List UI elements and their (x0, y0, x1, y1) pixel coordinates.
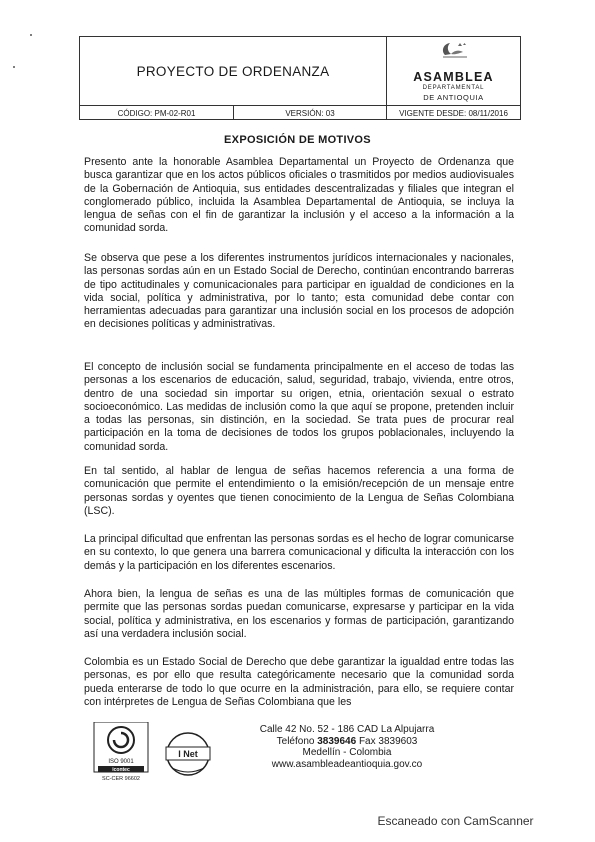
section-heading: EXPOSICIÓN DE MOTIVOS (224, 134, 371, 146)
certification-logos (90, 722, 230, 784)
valid-from-date: VIGENTE DESDE: 08/11/2016 (399, 108, 508, 118)
document-version: VERSIÓN: 03 (234, 106, 387, 120)
document-header (79, 36, 521, 120)
assembly-logo (387, 37, 520, 105)
iqnet-certification-icon (160, 730, 216, 778)
city-line: Medellín - Colombia (302, 747, 392, 758)
icontec-iso-label: ISO 9001 (108, 759, 134, 765)
body-paragraph: Colombia es un Estado Social de Derecho que debe garantizar la igualdad entre todas las personas, es por ello que resulta categóricamente necesario que la comunidad sorda pueda enterarse de todo lo que ocurre en la administración, para ello, se requiere contar con intérpretes de Lengua de Señas Colombiana que les (84, 656, 514, 708)
body-paragraph: El concepto de inclusión social se fundamenta principalmente en el acceso de todas las personas a los escenarios de educación, salud, seguridad, trabajo, vivienda, entre otros, dentro de una sociedad sin importar su origen, etnia, orientación sexual o estrato socioeconómico. Las medidas de inclusión como la que aquí se propone, pretenden incluir a todas las personas, sin distinción, en la sociedad. Se trata pues de procurar real participación en la toma de decisiones de todos los grupos poblacionales, incluyendo la comunidad sorda. (84, 361, 514, 453)
body-paragraph: Se observa que pese a los diferentes instrumentos jurídicos internacionales y nacionales, las personas sordas aún en un Estado Social de Derecho, continúan encontrando barreras de tipo actitudinales y comunicacionales para participar en igualdad de condiciones en la vida social, política y administrativa, por lo tanto; esta comunidad debe contar con herramientas adecuadas para garantizar una inclusión social en los procesos de adopción en decisiones políticas y administrativas. (84, 252, 514, 331)
body-paragraph: En tal sentido, al hablar de lengua de señas hacemos referencia a una forma de comunicación que permite el entendimiento o la emisión/recepción de un mensaje entre personas sordas y oyentes que tienen conocimiento de la Lengua de Señas Colombiana (LSC). (84, 465, 514, 517)
icontec-certification-icon (90, 722, 152, 784)
scanner-note: Escaneado con CamScanner (377, 814, 534, 828)
fax-number: Fax 3839603 (358, 735, 418, 747)
logo-subtitle-2: DE ANTIOQUIA (423, 93, 484, 102)
iqnet-label: I Net (178, 749, 198, 759)
body-paragraph: Presento ante la honorable Asamblea Departamental un Proyecto de Ordenanza que busca garantizar que en los actos públicos oficiales o trasmitidos por medios audiovisuales de la Gobernación de Antioquia, sus entidades descentralizadas y filiales que integran el conglomerado público, incluida la Asamblea Departamental de Antioquia, se incluya la lengua de señas con el fin de garantizar la inclusión y el acceso a la información a la comunidad sorda. (84, 156, 514, 235)
document-title: PROYECTO DE ORDENANZA (136, 63, 330, 79)
logo-name: ASAMBLEA (413, 70, 494, 84)
header-title-cell (80, 37, 387, 105)
icontec-certificate-number: SC-CER 96602 (102, 776, 140, 782)
body-paragraph: La principal dificultad que enfrentan las personas sordas es el hecho de lograr comunicarse en su contexto, lo que genera una barrera comunicacional y dificulta la interacción con los demás y la participación en los diferentes escenarios. (84, 533, 514, 572)
icontec-brand-label: icontec (112, 767, 130, 773)
phone-number: 3839646 (317, 735, 357, 747)
scan-speck (13, 66, 15, 68)
document-code: CÓDIGO: PM-02-R01 (80, 106, 234, 120)
phone-fax-line (232, 736, 462, 748)
logo-subtitle: DEPARTAMENTAL (422, 85, 485, 91)
phone-label: Teléfono (276, 735, 315, 747)
scanner-watermark (0, 814, 595, 828)
header-meta-row (80, 105, 520, 120)
assembly-emblem-icon (437, 41, 471, 61)
body-paragraph: Ahora bien, la lengua de señas es una de las múltiples formas de comunicación que permite que las personas sordas puedan comunicarse, expresarse y participar en la vida social, política y administrativa, en los escenarios y formas de participación, garantizando así una verdadera inclusión social. (84, 588, 514, 640)
website-url: www.asambleadeantioquia.gov.co (271, 758, 423, 770)
scan-speck (30, 34, 32, 36)
footer-address (232, 724, 462, 770)
address-line: Calle 42 No. 52 - 186 CAD La Alpujarra (259, 724, 435, 735)
